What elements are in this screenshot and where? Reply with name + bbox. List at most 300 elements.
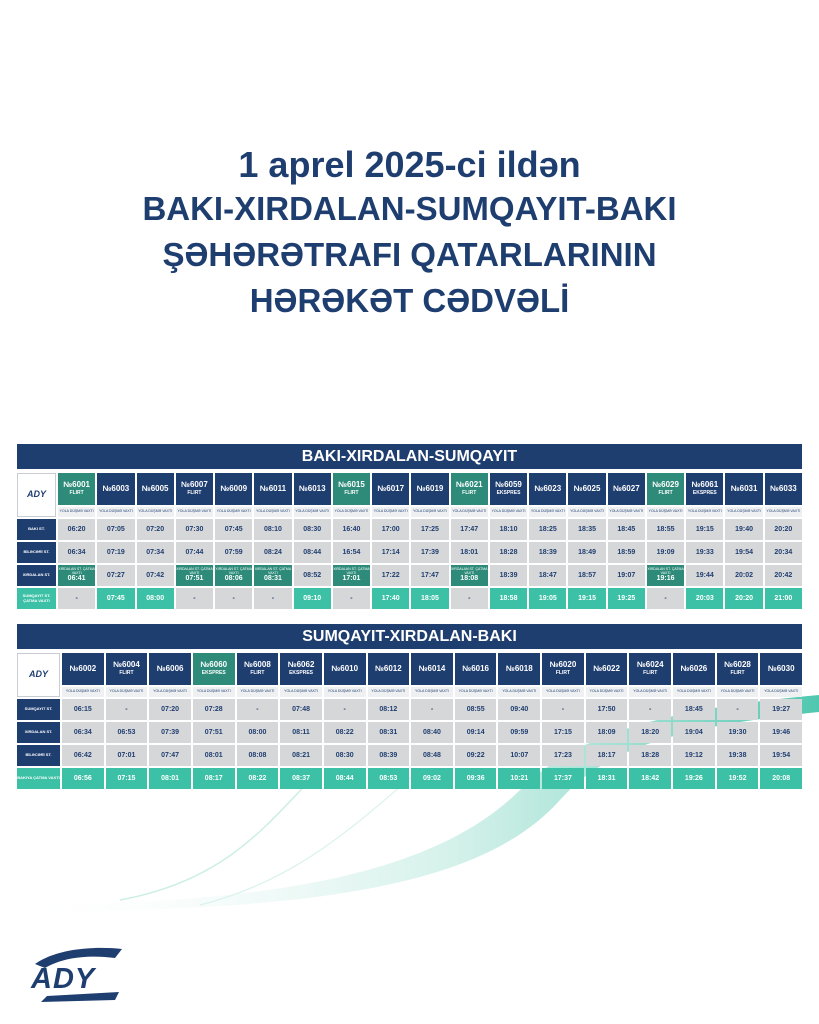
time-cell: 08:11: [280, 722, 322, 743]
train-number: №6026: [680, 663, 708, 673]
arrival-time-cell: 08:44: [324, 768, 366, 789]
train-number: №6010: [331, 663, 359, 673]
time-cell: 17:47: [451, 519, 488, 540]
time-cell: 07:30: [176, 519, 213, 540]
train-number: №6012: [374, 663, 402, 673]
departure-time-header: YOLA DÜŞMƏ VAXTI: [568, 507, 605, 517]
arrival-note: XIRDALAN ST. ÇATMA VAXTI: [176, 567, 213, 575]
train-number-cell: [58, 473, 95, 505]
train-number-cell: [372, 473, 409, 505]
time-cell: 08:30: [294, 519, 331, 540]
time-cell: 08:10: [254, 519, 291, 540]
time-cell: 18:49: [568, 542, 605, 563]
ady-mini-logo: ADY: [26, 489, 46, 500]
time-cell: [333, 565, 370, 586]
time-cell: 07:48: [280, 699, 322, 720]
station-label: XIRDALAN ST.: [17, 722, 60, 743]
time-cell: 18:17: [586, 745, 628, 766]
time-cell: 19:27: [760, 699, 802, 720]
train-number: №6003: [102, 483, 130, 493]
time-cell: 17:50: [586, 699, 628, 720]
time-cell: 18:45: [608, 519, 645, 540]
time-cell: 18:01: [451, 542, 488, 563]
time-value: 08:31: [263, 575, 282, 583]
time-cell: 08:40: [411, 722, 453, 743]
time-cell: 07:42: [137, 565, 174, 586]
time-cell: -: [542, 699, 584, 720]
departure-time-header: YOLA DÜŞMƏ VAXTI: [149, 687, 191, 697]
time-cell: 09:22: [455, 745, 497, 766]
train-type: FLIRT: [119, 670, 134, 677]
train-number: №6061: [691, 480, 719, 490]
arrival-note: XIRDALAN ST. ÇATMA VAXTI: [333, 567, 370, 575]
headline-date: 1 aprel 2025-ci ildən: [238, 144, 581, 185]
ady-logo: [27, 946, 127, 1007]
time-cell: [176, 565, 213, 586]
arrival-time-cell: 19:52: [717, 768, 759, 789]
arrival-time-cell: -: [451, 588, 488, 609]
train-number-cell: [586, 653, 628, 685]
time-cell: [215, 565, 252, 586]
departure-time-header: YOLA DÜŞMƏ VAXTI: [529, 507, 566, 517]
timetable-title: SUMQAYIT-XIRDALAN-BAKI: [17, 624, 802, 649]
arrival-time-cell: 17:40: [372, 588, 409, 609]
time-cell: [254, 565, 291, 586]
time-cell: 07:05: [97, 519, 134, 540]
time-cell: 17:14: [372, 542, 409, 563]
departure-time-header: YOLA DÜŞMƏ VAXTI: [411, 687, 453, 697]
departure-time-header: YOLA DÜŞMƏ VAXTI: [760, 687, 802, 697]
arrival-time-cell: -: [176, 588, 213, 609]
arrival-time-cell: 08:22: [237, 768, 279, 789]
time-cell: 18:09: [586, 722, 628, 743]
time-cell: 08:21: [280, 745, 322, 766]
time-cell: 08:55: [455, 699, 497, 720]
arrival-time-cell: -: [215, 588, 252, 609]
train-number-cell: [717, 653, 759, 685]
departure-time-header: YOLA DÜŞMƏ VAXTI: [280, 687, 322, 697]
time-cell: 08:48: [411, 745, 453, 766]
arrival-time-cell: 20:03: [686, 588, 723, 609]
time-cell: 17:25: [411, 519, 448, 540]
arrival-time-cell: 18:42: [629, 768, 671, 789]
train-number: №6022: [593, 663, 620, 673]
time-cell: -: [717, 699, 759, 720]
train-type: FLIRT: [643, 670, 658, 677]
arrival-time-cell: 09:02: [411, 768, 453, 789]
train-number-cell: [280, 653, 322, 685]
departure-time-header: YOLA DÜŞMƏ VAXTI: [176, 507, 213, 517]
train-number-cell: [176, 473, 213, 505]
station-label: BİLƏCƏRİ ST.: [17, 745, 60, 766]
time-value: 19:16: [656, 575, 675, 583]
train-number-cell: [193, 653, 235, 685]
arrival-time-cell: 07:45: [97, 588, 134, 609]
train-number-cell: [760, 653, 802, 685]
time-value: 17:01: [342, 575, 361, 583]
time-cell: 18:55: [647, 519, 684, 540]
train-number-cell: [254, 473, 291, 505]
arrival-note: XIRDALAN ST. ÇATMA VAXTI: [647, 567, 684, 575]
time-cell: 17:00: [372, 519, 409, 540]
arrival-note: XIRDALAN ST. ÇATMA VAXTI: [58, 567, 95, 575]
departure-time-header: YOLA DÜŞMƏ VAXTI: [333, 507, 370, 517]
time-cell: 06:34: [62, 722, 104, 743]
departure-time-header: YOLA DÜŞMƏ VAXTI: [686, 507, 723, 517]
train-number-cell: [725, 473, 762, 505]
headline-schedule: HƏRƏKƏT CƏDVƏLİ: [249, 282, 570, 319]
timetable-baki-sumqayit: [17, 444, 802, 609]
time-cell: 18:47: [529, 565, 566, 586]
departure-time-header: YOLA DÜŞMƏ VAXTI: [411, 507, 448, 517]
time-cell: 07:20: [149, 699, 191, 720]
station-label: BİLƏCƏRİ ST.: [17, 542, 56, 563]
table-logo-cell: [17, 653, 60, 697]
arrival-note: XIRDALAN ST. ÇATMA VAXTI: [254, 567, 292, 575]
train-number: №6019: [416, 483, 444, 493]
arrival-time-cell: 09:36: [455, 768, 497, 789]
arrival-label: BAKIYA ÇATMA VAXTI: [17, 768, 60, 789]
time-cell: 20:34: [765, 542, 802, 563]
train-number-cell: [237, 653, 279, 685]
departure-time-header: YOLA DÜŞMƏ VAXTI: [629, 687, 671, 697]
time-cell: [647, 565, 684, 586]
departure-time-header: YOLA DÜŞMƏ VAXTI: [542, 687, 584, 697]
departure-time-header: YOLA DÜŞMƏ VAXTI: [765, 507, 802, 517]
time-cell: 17:15: [542, 722, 584, 743]
train-number: №6023: [534, 483, 562, 493]
train-number: №6020: [549, 660, 577, 670]
arrival-time-cell: 21:00: [765, 588, 802, 609]
train-number-cell: [324, 653, 366, 685]
train-number: №6059: [495, 480, 522, 490]
time-cell: 19:30: [717, 722, 759, 743]
train-number-cell: [97, 473, 134, 505]
time-cell: -: [237, 699, 279, 720]
train-number-cell: [294, 473, 331, 505]
time-cell: 19:33: [686, 542, 723, 563]
time-cell: 19:12: [673, 745, 715, 766]
departure-time-header: YOLA DÜŞMƏ VAXTI: [717, 687, 759, 697]
time-cell: 07:47: [149, 745, 191, 766]
departure-time-header: YOLA DÜŞMƏ VAXTI: [294, 507, 331, 517]
time-cell: 06:53: [106, 722, 148, 743]
time-cell: 19:04: [673, 722, 715, 743]
train-number: №6024: [636, 660, 664, 670]
train-number-cell: [542, 653, 584, 685]
time-cell: 17:23: [542, 745, 584, 766]
timetable-sumqayit-baki: [17, 624, 802, 789]
train-number: №6006: [156, 663, 184, 673]
departure-time-header: YOLA DÜŞMƏ VAXTI: [455, 687, 497, 697]
train-number: №6016: [462, 663, 489, 673]
time-cell: 16:54: [333, 542, 370, 563]
time-cell: 09:14: [455, 722, 497, 743]
arrival-time-cell: 08:37: [280, 768, 322, 789]
station-label: SUMQAYIT ST.: [17, 699, 60, 720]
departure-time-header: YOLA DÜŞMƏ VAXTI: [215, 507, 252, 517]
arrival-time-cell: 08:00: [137, 588, 174, 609]
train-number-cell: [149, 653, 191, 685]
time-cell: -: [106, 699, 148, 720]
time-cell: 18:25: [529, 519, 566, 540]
train-number: №6008: [244, 660, 271, 670]
train-number-cell: [106, 653, 148, 685]
train-number: №6007: [181, 480, 208, 490]
train-number: №6004: [113, 660, 140, 670]
train-type: EKSPRES: [289, 670, 313, 677]
time-cell: 20:02: [725, 565, 762, 586]
departure-time-header: YOLA DÜŞMƏ VAXTI: [608, 507, 645, 517]
time-cell: 19:09: [647, 542, 684, 563]
arrival-label: SUMQAYIT ST. ÇATMA VAXTI: [17, 588, 56, 609]
arrival-note: XIRDALAN ST. ÇATMA VAXTI: [451, 567, 488, 575]
departure-time-header: YOLA DÜŞMƏ VAXTI: [647, 507, 684, 517]
time-cell: -: [629, 699, 671, 720]
arrival-time-cell: 19:05: [529, 588, 566, 609]
time-cell: 19:46: [760, 722, 802, 743]
time-cell: 06:34: [58, 542, 95, 563]
departure-time-header: YOLA DÜŞMƏ VAXTI: [97, 507, 134, 517]
train-number: №6017: [377, 483, 405, 493]
time-cell: 06:20: [58, 519, 95, 540]
time-value: 08:06: [224, 575, 243, 583]
arrival-time-cell: 19:25: [608, 588, 645, 609]
time-cell: 18:59: [608, 542, 645, 563]
train-number: №6002: [69, 663, 97, 673]
train-number-cell: [490, 473, 527, 505]
time-cell: 08:01: [193, 745, 235, 766]
timetable-grid: [17, 653, 802, 789]
arrival-time-cell: 09:10: [294, 588, 331, 609]
time-cell: 18:57: [568, 565, 605, 586]
time-cell: 07:28: [193, 699, 235, 720]
time-cell: 07:19: [97, 542, 134, 563]
train-number: №6014: [418, 663, 446, 673]
train-number-cell: [215, 473, 252, 505]
time-cell: 08:39: [368, 745, 410, 766]
train-number-cell: [411, 653, 453, 685]
time-cell: 07:39: [149, 722, 191, 743]
train-number: №6031: [730, 483, 758, 493]
arrival-time-cell: -: [647, 588, 684, 609]
departure-time-header: YOLA DÜŞMƏ VAXTI: [237, 687, 279, 697]
departure-time-header: YOLA DÜŞMƏ VAXTI: [62, 687, 104, 697]
arrival-time-cell: -: [58, 588, 95, 609]
time-cell: 07:51: [193, 722, 235, 743]
departure-time-header: YOLA DÜŞMƏ VAXTI: [324, 687, 366, 697]
train-number: №6025: [573, 483, 601, 493]
headline: [0, 144, 819, 324]
time-cell: 19:38: [717, 745, 759, 766]
train-number: №6028: [724, 660, 751, 670]
train-type: FLIRT: [658, 490, 673, 497]
train-number: №6001: [63, 480, 90, 490]
train-number: №6062: [287, 660, 315, 670]
departure-time-header: YOLA DÜŞMƏ VAXTI: [586, 687, 628, 697]
departure-time-header: YOLA DÜŞMƏ VAXTI: [106, 687, 148, 697]
arrival-time-cell: 10:21: [498, 768, 540, 789]
time-value: 07:51: [185, 575, 204, 583]
train-number: №6005: [141, 483, 169, 493]
train-number: №6009: [220, 483, 248, 493]
arrival-time-cell: 20:20: [725, 588, 762, 609]
train-type: FLIRT: [730, 670, 745, 677]
train-number-cell: [686, 473, 723, 505]
train-type: FLIRT: [555, 670, 571, 677]
time-cell: 19:15: [686, 519, 723, 540]
train-number-cell: [333, 473, 370, 505]
train-number-cell: [608, 473, 645, 505]
time-cell: 18:39: [529, 542, 566, 563]
time-cell: 07:20: [137, 519, 174, 540]
time-cell: 08:00: [237, 722, 279, 743]
time-cell: 09:59: [498, 722, 540, 743]
train-number: №6018: [505, 663, 533, 673]
station-label: BAKI ST.: [17, 519, 56, 540]
time-cell: 18:35: [568, 519, 605, 540]
departure-time-header: YOLA DÜŞMƏ VAXTI: [368, 687, 410, 697]
train-type: EKSPRES: [496, 490, 521, 497]
train-number: №6030: [767, 663, 795, 673]
time-cell: 07:27: [97, 565, 134, 586]
time-cell: 07:59: [215, 542, 252, 563]
time-cell: 17:47: [411, 565, 448, 586]
arrival-note: XIRDALAN ST. ÇATMA VAXTI: [215, 567, 252, 575]
train-number-cell: [673, 653, 715, 685]
train-type: FLIRT: [462, 490, 477, 497]
departure-time-header: YOLA DÜŞMƏ VAXTI: [193, 687, 235, 697]
train-type: FLIRT: [69, 490, 84, 497]
ady-mini-logo: ADY: [28, 669, 48, 680]
train-number-cell: [451, 473, 488, 505]
time-cell: 20:20: [765, 519, 802, 540]
departure-time-header: YOLA DÜŞMƏ VAXTI: [451, 507, 488, 517]
arrival-time-cell: 18:58: [490, 588, 527, 609]
train-number-cell: [62, 653, 104, 685]
arrival-time-cell: 07:15: [106, 768, 148, 789]
train-type: FLIRT: [344, 490, 359, 497]
time-cell: 18:28: [629, 745, 671, 766]
arrival-time-cell: 18:31: [586, 768, 628, 789]
time-cell: 18:45: [673, 699, 715, 720]
arrival-time-cell: -: [333, 588, 370, 609]
time-cell: 08:12: [368, 699, 410, 720]
train-number: №6027: [612, 483, 640, 493]
arrival-time-cell: 08:17: [193, 768, 235, 789]
time-cell: 08:52: [294, 565, 331, 586]
arrival-time-cell: 17:37: [542, 768, 584, 789]
train-number-cell: [498, 653, 540, 685]
arrival-time-cell: 19:15: [568, 588, 605, 609]
train-number-cell: [411, 473, 448, 505]
time-cell: 08:08: [237, 745, 279, 766]
time-cell: 19:07: [608, 565, 645, 586]
time-cell: 10:07: [498, 745, 540, 766]
train-type: FLIRT: [250, 670, 265, 677]
departure-time-header: YOLA DÜŞMƏ VAXTI: [254, 507, 291, 517]
train-number: №6029: [652, 480, 679, 490]
time-cell: 18:28: [490, 542, 527, 563]
time-cell: 08:24: [254, 542, 291, 563]
time-cell: 08:44: [294, 542, 331, 563]
departure-time-header: YOLA DÜŞMƏ VAXTI: [673, 687, 715, 697]
time-cell: 08:31: [368, 722, 410, 743]
arrival-time-cell: 19:26: [673, 768, 715, 789]
departure-time-header: YOLA DÜŞMƏ VAXTI: [372, 507, 409, 517]
time-cell: 09:40: [498, 699, 540, 720]
train-number: №6011: [259, 483, 287, 493]
train-number-cell: [455, 653, 497, 685]
time-cell: 19:54: [725, 542, 762, 563]
time-cell: 20:42: [765, 565, 802, 586]
timetable-title: BAKI-XIRDALAN-SUMQAYIT: [17, 444, 802, 469]
time-cell: 06:42: [62, 745, 104, 766]
train-number-cell: [647, 473, 684, 505]
ady-logo-text: ADY: [31, 963, 96, 995]
time-cell: [451, 565, 488, 586]
time-cell: 08:22: [324, 722, 366, 743]
time-cell: -: [324, 699, 366, 720]
time-cell: 16:40: [333, 519, 370, 540]
train-type: EKSPRES: [201, 670, 226, 677]
arrival-time-cell: 20:08: [760, 768, 802, 789]
headline-subtitle: ŞƏHƏRƏTRAFI QATARLARININ: [162, 236, 657, 273]
train-number-cell: [137, 473, 174, 505]
arrival-time-cell: 18:05: [411, 588, 448, 609]
arrival-time-cell: 06:56: [62, 768, 104, 789]
departure-time-header: YOLA DÜŞMƏ VAXTI: [498, 687, 540, 697]
train-number: №6013: [298, 483, 326, 493]
arrival-time-cell: -: [254, 588, 291, 609]
time-cell: 07:45: [215, 519, 252, 540]
time-cell: 19:54: [760, 745, 802, 766]
arrival-time-cell: 08:01: [149, 768, 191, 789]
train-number: №6060: [200, 660, 228, 670]
train-number: №6033: [770, 483, 797, 493]
train-number-cell: [629, 653, 671, 685]
train-number: №6021: [455, 480, 483, 490]
time-value: 18:08: [460, 575, 479, 583]
time-cell: 07:01: [106, 745, 148, 766]
timetable-grid: [17, 473, 802, 609]
time-cell: 06:15: [62, 699, 104, 720]
time-cell: 18:10: [490, 519, 527, 540]
time-cell: -: [411, 699, 453, 720]
time-cell: 07:44: [176, 542, 213, 563]
train-number-cell: [368, 653, 410, 685]
departure-time-header: YOLA DÜŞMƏ VAXTI: [725, 507, 762, 517]
headline-route: BAKI-XIRDALAN-SUMQAYIT-BAKI: [142, 190, 677, 227]
time-cell: 17:39: [411, 542, 448, 563]
train-number-cell: [529, 473, 566, 505]
time-cell: 18:39: [490, 565, 527, 586]
time-cell: 18:20: [629, 722, 671, 743]
time-cell: 08:30: [324, 745, 366, 766]
table-logo-cell: [17, 473, 56, 517]
train-number-cell: [568, 473, 605, 505]
train-type: EKSPRES: [692, 490, 717, 497]
train-number-cell: [765, 473, 802, 505]
departure-time-header: YOLA DÜŞMƏ VAXTI: [137, 507, 174, 517]
time-cell: 07:34: [137, 542, 174, 563]
time-cell: 19:40: [725, 519, 762, 540]
departure-time-header: YOLA DÜŞMƏ VAXTI: [58, 507, 95, 517]
train-type: FLIRT: [187, 490, 202, 497]
time-cell: 17:22: [372, 565, 409, 586]
departure-time-header: YOLA DÜŞMƏ VAXTI: [490, 507, 527, 517]
station-label: XIRDALAN ST.: [17, 565, 56, 586]
